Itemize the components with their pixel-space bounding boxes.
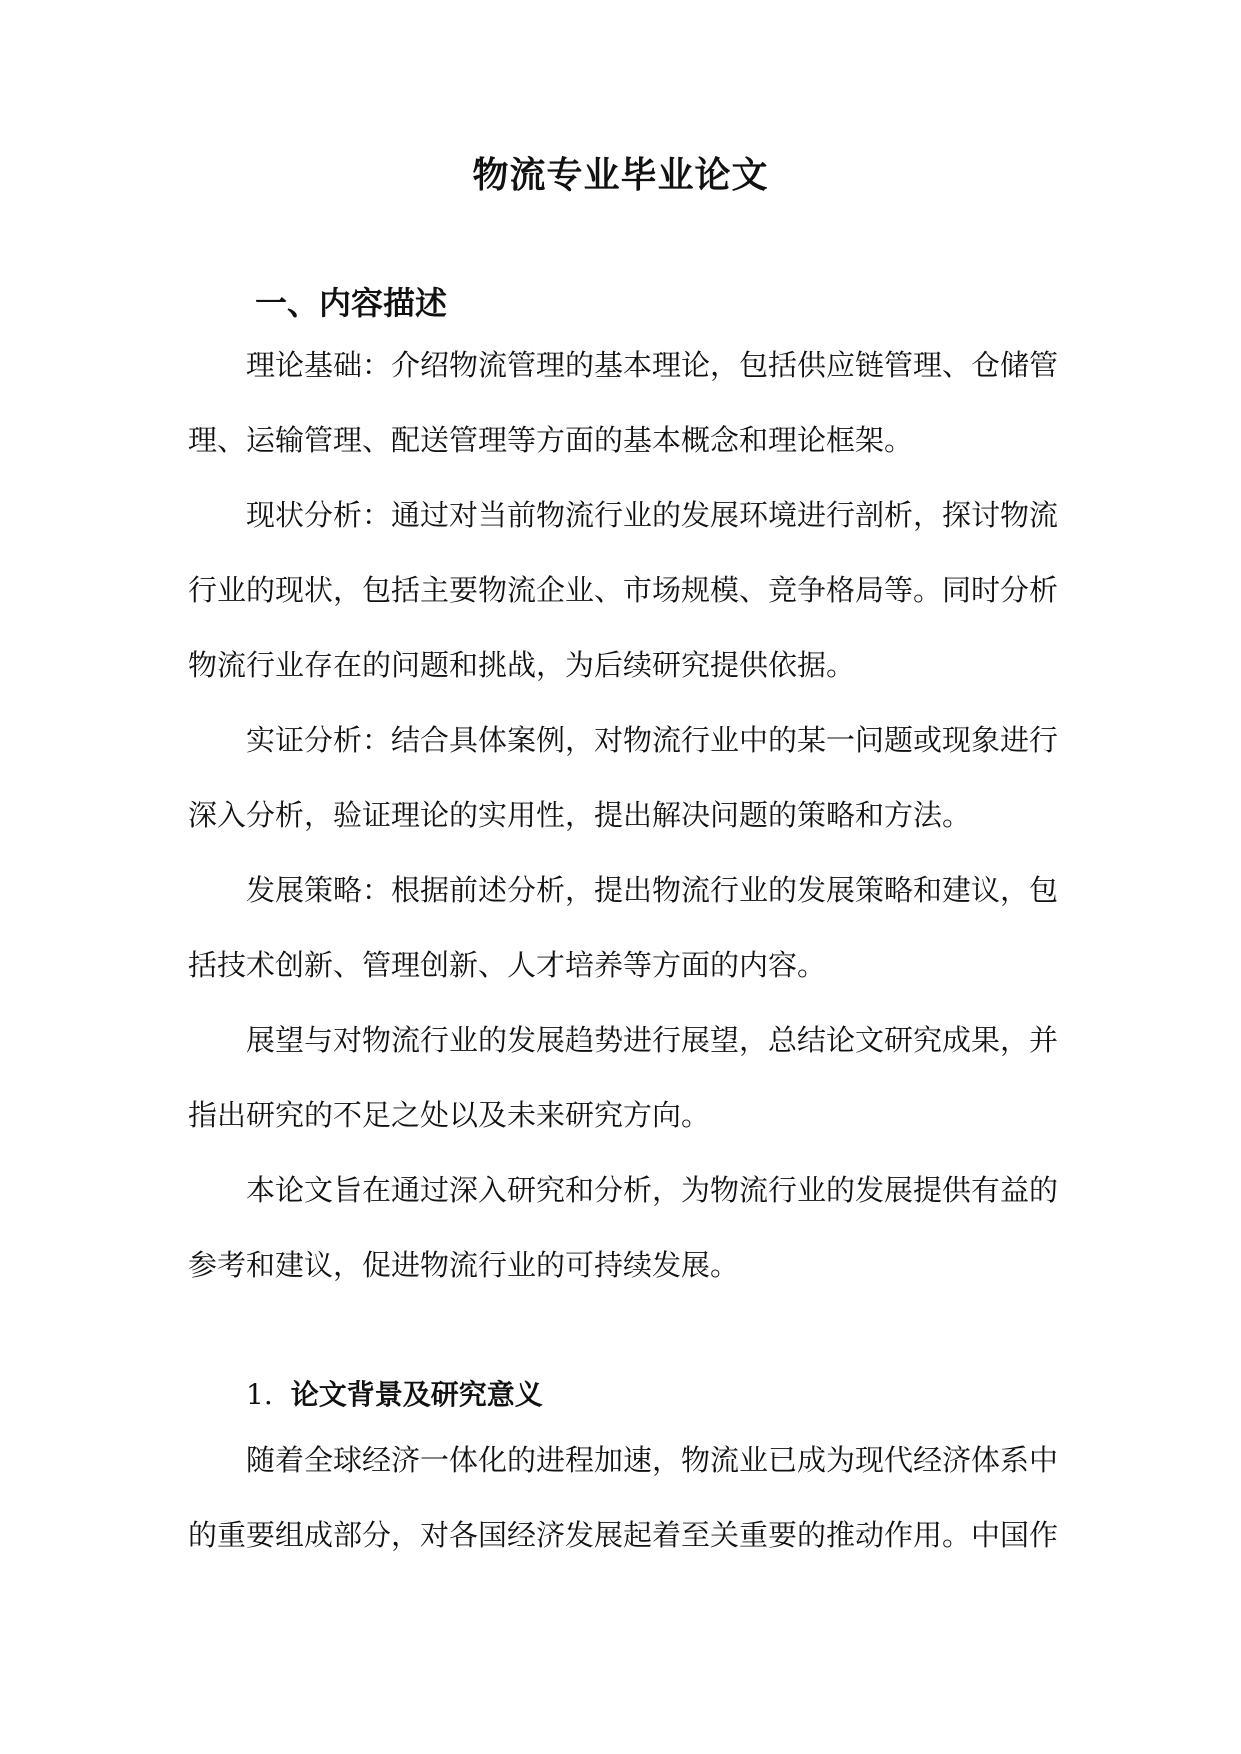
document-title: 物流专业毕业论文 xyxy=(472,154,769,196)
section-heading-content-description: 一、内容描述 xyxy=(255,284,448,322)
paragraph-status-analysis: 现状分析：通过对当前物流行业的发展环境进行剖析，探讨物流行业的现状，包括主要物流企业、市场规模、竞争格局等。同时分析物流行业存在的问题和挑战，为后续研究提供依据。 xyxy=(188,498,1059,682)
subsection-heading-background xyxy=(246,1372,543,1418)
subsection-title: 论文背景及研究意义 xyxy=(290,1378,543,1411)
paragraph-purpose: 本论文旨在通过深入研究和分析，为物流行业的发展提供有益的参考和建议，促进物流行业的可持续发展。 xyxy=(188,1173,1059,1282)
subsection-number: 1. xyxy=(246,1378,273,1411)
paragraph-theory-basis: 理论基础：介绍物流管理的基本理论，包括供应链管理、仓储管理、运输管理、配送管理等方面的基本概念和理论框架。 xyxy=(188,348,1059,457)
paragraph-development-strategy: 发展策略：根据前述分析，提出物流行业的发展策略和建议，包括技术创新、管理创新、人才培养等方面的内容。 xyxy=(188,873,1059,982)
paragraph-background: 随着全球经济一体化的进程加速，物流业已成为现代经济体系中的重要组成部分，对各国经济发展起着至关重要的推动作用。中国作 xyxy=(188,1443,1059,1552)
paragraph-outlook: 展望与对物流行业的发展趋势进行展望，总结论文研究成果，并指出研究的不足之处以及未来研究方向。 xyxy=(188,1023,1059,1132)
paragraph-empirical-analysis: 实证分析：结合具体案例，对物流行业中的某一问题或现象进行深入分析，验证理论的实用性，提出解决问题的策略和方法。 xyxy=(188,723,1059,832)
